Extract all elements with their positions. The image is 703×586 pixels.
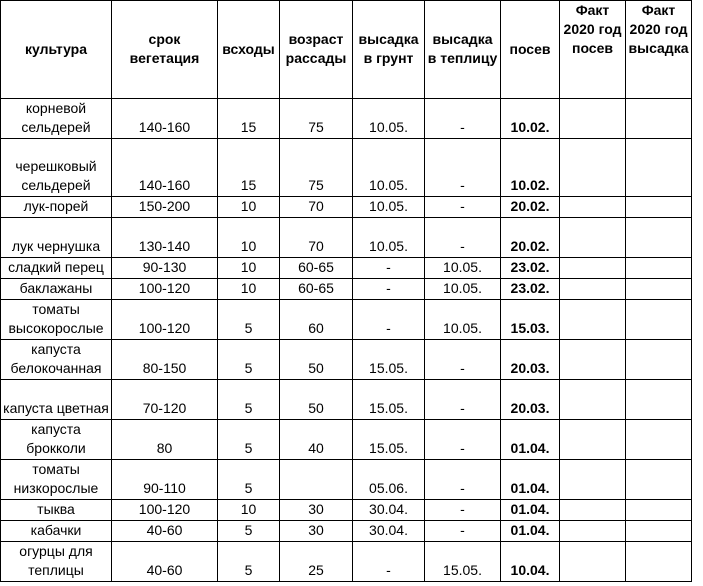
cell-sprouts: 5 (218, 420, 280, 460)
cell-seedling-age: 50 (280, 340, 353, 380)
table-row (1, 340, 692, 380)
cell-sowing: 10.02. (501, 139, 560, 197)
table-row (1, 521, 692, 542)
cell-plant-greenhouse: - (425, 460, 501, 500)
cell-vegetation: 140-160 (112, 99, 218, 139)
cell-fact-sowing (560, 380, 626, 420)
cell-plant-greenhouse: 15.05. (425, 542, 501, 582)
cell-fact-sowing (560, 99, 626, 139)
cell-vegetation: 40-60 (112, 542, 218, 582)
cell-fact-sowing (560, 521, 626, 542)
cell-plant-ground: 15.05. (353, 420, 425, 460)
cell-fact-sowing (560, 340, 626, 380)
cell-vegetation: 70-120 (112, 380, 218, 420)
table-row (1, 542, 692, 582)
cell-plant-greenhouse: - (425, 139, 501, 197)
header-sowing: посев (501, 1, 560, 99)
cell-seedling-age: 70 (280, 197, 353, 218)
table-row (1, 139, 692, 197)
cell-vegetation: 140-160 (112, 139, 218, 197)
table-row (1, 500, 692, 521)
cell-fact-sowing (560, 542, 626, 582)
cell-fact-planting (626, 218, 692, 258)
cell-seedling-age: 25 (280, 542, 353, 582)
cell-sowing: 01.04. (501, 460, 560, 500)
cell-fact-planting (626, 542, 692, 582)
cell-sowing: 10.04. (501, 542, 560, 582)
header-culture: культура (1, 1, 112, 99)
cell-sowing: 20.03. (501, 380, 560, 420)
cell-plant-greenhouse: - (425, 420, 501, 460)
cell-plant-greenhouse: - (425, 99, 501, 139)
cell-sprouts: 10 (218, 258, 280, 279)
cell-culture: лук чернушка (1, 218, 112, 258)
cell-culture: капуста брокколи (1, 420, 112, 460)
cell-sprouts: 10 (218, 218, 280, 258)
cell-seedling-age: 30 (280, 521, 353, 542)
cell-vegetation: 90-130 (112, 258, 218, 279)
cell-culture: баклажаны (1, 279, 112, 300)
cell-sprouts: 10 (218, 197, 280, 218)
cell-sowing: 01.04. (501, 500, 560, 521)
cell-fact-sowing (560, 300, 626, 340)
cell-sprouts: 5 (218, 300, 280, 340)
cell-plant-ground: 05.06. (353, 460, 425, 500)
table-row (1, 197, 692, 218)
cell-fact-sowing (560, 139, 626, 197)
cell-seedling-age: 70 (280, 218, 353, 258)
cell-fact-sowing (560, 258, 626, 279)
cell-sprouts: 5 (218, 521, 280, 542)
cell-vegetation: 80-150 (112, 340, 218, 380)
cell-fact-planting (626, 500, 692, 521)
cell-vegetation: 40-60 (112, 521, 218, 542)
table-row (1, 258, 692, 279)
cell-plant-ground: 30.04. (353, 500, 425, 521)
cell-sowing: 20.02. (501, 197, 560, 218)
cell-seedling-age: 40 (280, 420, 353, 460)
cell-culture: томаты низкорослые (1, 460, 112, 500)
cell-seedling-age: 50 (280, 380, 353, 420)
cell-culture: капуста белокочанная (1, 340, 112, 380)
cell-seedling-age: 60-65 (280, 279, 353, 300)
cell-culture: черешковый сельдерей (1, 139, 112, 197)
cell-culture: лук-порей (1, 197, 112, 218)
cell-fact-planting (626, 197, 692, 218)
cell-culture: томаты высокорослые (1, 300, 112, 340)
cell-sprouts: 5 (218, 460, 280, 500)
cell-plant-ground: 15.05. (353, 340, 425, 380)
table-row (1, 99, 692, 139)
cell-sowing: 10.02. (501, 99, 560, 139)
header-seedling-age: возраст рассады (280, 1, 353, 99)
cell-vegetation: 100-120 (112, 500, 218, 521)
cell-fact-sowing (560, 279, 626, 300)
cell-plant-ground: 10.05. (353, 197, 425, 218)
cell-plant-ground: - (353, 300, 425, 340)
cell-vegetation: 150-200 (112, 197, 218, 218)
cell-sowing: 20.02. (501, 218, 560, 258)
header-fact-sowing: Факт 2020 год посев (560, 1, 626, 99)
cell-vegetation: 100-120 (112, 300, 218, 340)
cell-fact-planting (626, 340, 692, 380)
cell-fact-planting (626, 258, 692, 279)
cell-vegetation: 90-110 (112, 460, 218, 500)
table-row (1, 380, 692, 420)
cell-fact-sowing (560, 460, 626, 500)
cell-sprouts: 15 (218, 139, 280, 197)
header-sprouts: всходы (218, 1, 280, 99)
cell-fact-planting (626, 380, 692, 420)
cell-plant-ground: - (353, 258, 425, 279)
cell-plant-greenhouse: 10.05. (425, 279, 501, 300)
table-row (1, 420, 692, 460)
cell-plant-ground: 10.05. (353, 139, 425, 197)
table-row (1, 218, 692, 258)
cell-sowing: 20.03. (501, 340, 560, 380)
cell-seedling-age: 30 (280, 500, 353, 521)
cell-plant-ground: - (353, 542, 425, 582)
cell-seedling-age: 75 (280, 99, 353, 139)
cell-fact-sowing (560, 197, 626, 218)
table-body (1, 99, 692, 582)
cell-sowing: 01.04. (501, 521, 560, 542)
cell-seedling-age (280, 460, 353, 500)
cell-plant-ground: - (353, 279, 425, 300)
cell-plant-greenhouse: - (425, 197, 501, 218)
cell-seedling-age: 60 (280, 300, 353, 340)
cell-culture: кабачки (1, 521, 112, 542)
cell-sprouts: 15 (218, 99, 280, 139)
cell-culture: сладкий перец (1, 258, 112, 279)
cell-sprouts: 5 (218, 542, 280, 582)
cell-plant-ground: 10.05. (353, 218, 425, 258)
cell-fact-planting (626, 521, 692, 542)
cell-plant-greenhouse: - (425, 500, 501, 521)
cell-vegetation: 100-120 (112, 279, 218, 300)
cell-plant-greenhouse: - (425, 380, 501, 420)
header-fact-planting: Факт 2020 год высадка (626, 1, 692, 99)
cell-plant-ground: 30.04. (353, 521, 425, 542)
cell-fact-planting (626, 99, 692, 139)
cell-fact-planting (626, 300, 692, 340)
cell-sowing: 23.02. (501, 258, 560, 279)
cell-vegetation: 80 (112, 420, 218, 460)
cell-seedling-age: 60-65 (280, 258, 353, 279)
cell-culture: капуста цветная (1, 380, 112, 420)
table-row (1, 460, 692, 500)
cell-culture: тыква (1, 500, 112, 521)
cell-sprouts: 10 (218, 279, 280, 300)
cell-fact-planting (626, 279, 692, 300)
cell-sowing: 15.03. (501, 300, 560, 340)
cell-fact-sowing (560, 420, 626, 460)
cell-sowing: 01.04. (501, 420, 560, 460)
cell-plant-ground: 10.05. (353, 99, 425, 139)
header-vegetation: срок вегетация (112, 1, 218, 99)
cell-sprouts: 10 (218, 500, 280, 521)
cell-culture: огурцы для теплицы (1, 542, 112, 582)
table-row (1, 300, 692, 340)
cell-fact-planting (626, 420, 692, 460)
cell-fact-planting (626, 460, 692, 500)
cell-fact-sowing (560, 218, 626, 258)
cell-plant-greenhouse: 10.05. (425, 258, 501, 279)
cell-sowing: 23.02. (501, 279, 560, 300)
cell-fact-sowing (560, 500, 626, 521)
header-plant-greenhouse: высадка в теплицу (425, 1, 501, 99)
cell-seedling-age: 75 (280, 139, 353, 197)
cell-plant-greenhouse: - (425, 218, 501, 258)
cell-fact-planting (626, 139, 692, 197)
header-plant-ground: высадка в грунт (353, 1, 425, 99)
header-row (1, 1, 692, 99)
cell-plant-ground: 15.05. (353, 380, 425, 420)
cell-culture: корневой сельдерей (1, 99, 112, 139)
cell-sprouts: 5 (218, 340, 280, 380)
cell-plant-greenhouse: 10.05. (425, 300, 501, 340)
cell-plant-greenhouse: - (425, 340, 501, 380)
cell-sprouts: 5 (218, 380, 280, 420)
cell-vegetation: 130-140 (112, 218, 218, 258)
table-row (1, 279, 692, 300)
cell-plant-greenhouse: - (425, 521, 501, 542)
